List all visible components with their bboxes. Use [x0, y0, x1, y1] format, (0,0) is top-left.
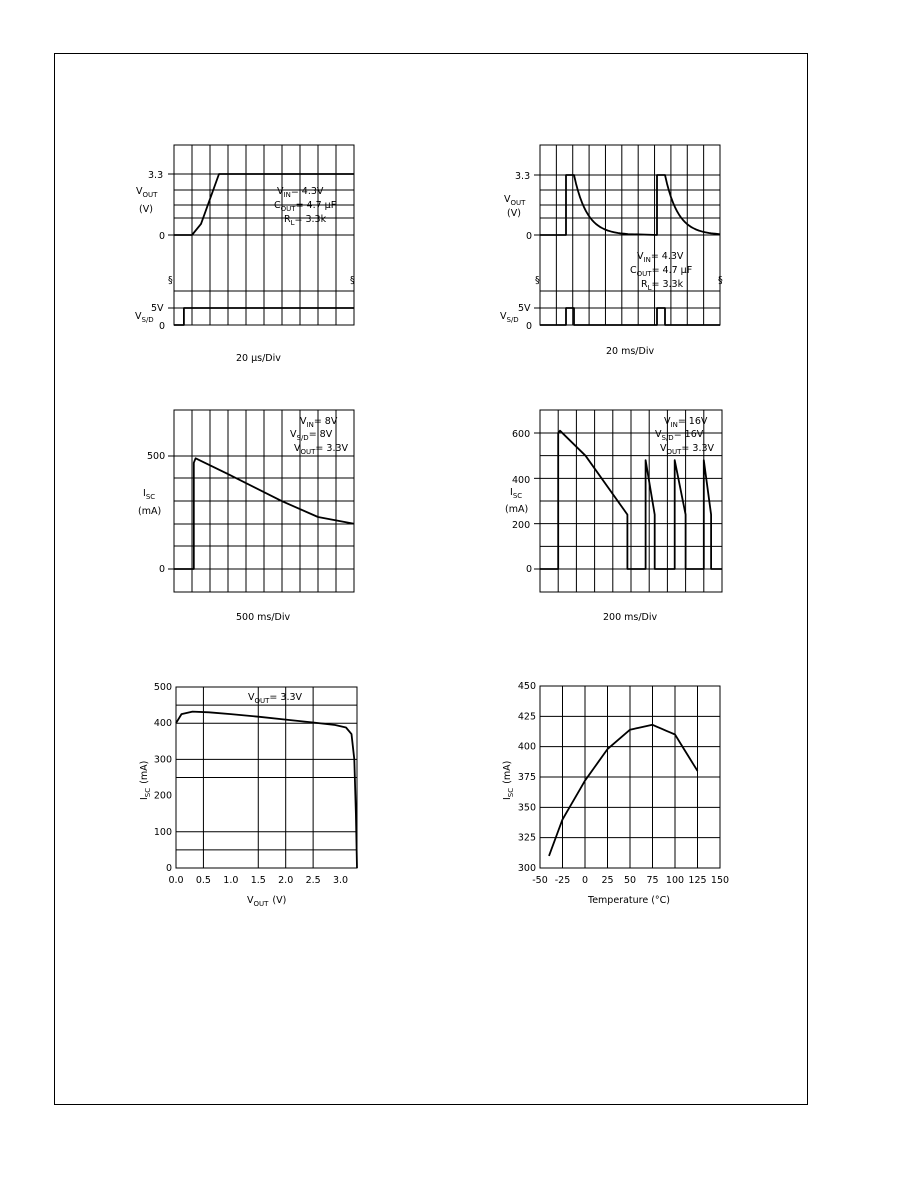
c2-y-tick-0b: 0 [526, 321, 533, 332]
c1-break-mark-right: § [350, 275, 355, 286]
c6-x-tick-label: 100 [665, 875, 685, 886]
c1-break-mark-left: § [168, 275, 173, 286]
c5-x-tick-label: 2.5 [305, 875, 321, 886]
c1-vout-label: $V_{OUT}$ [136, 186, 158, 199]
c4-y-tick-600: 600 [512, 429, 531, 440]
c2-vsd-label: $V_{S/D}$ [500, 311, 519, 324]
c6-x-tick-label: 75 [646, 875, 659, 886]
c6-y-tick-label: 300 [517, 863, 536, 874]
c1-vout-unit: (V) [139, 204, 153, 215]
c6-y-tick-label: 400 [517, 741, 536, 753]
chart-isc-200ms [505, 410, 722, 623]
chart-isc-vs-temperature [502, 681, 729, 906]
c4-y-unit: (mA) [505, 504, 529, 515]
c3-note-vout: $V_{OUT}= 3.3V$ [294, 443, 349, 456]
c4-y-tick-200: 200 [512, 520, 531, 531]
c4-x-scale-label: 200 ms/Div [603, 612, 658, 623]
c5-y-tick-label: 400 [153, 718, 172, 730]
c4-note-vsd: $V_{S/D}= 16V$ [655, 429, 704, 442]
c6-x-tick-label: 125 [688, 875, 707, 886]
c3-y-tick-0: 0 [159, 564, 166, 575]
c4-y-tick-400: 400 [512, 475, 531, 486]
c1-y-tick-0: 0 [159, 231, 166, 242]
c6-y-label: $I_{SC}(mA)$ [502, 760, 515, 800]
c2-note-vin: $V_{IN}= 4.3V$ [637, 251, 684, 264]
c6-x-tick-label: -50 [532, 875, 548, 886]
c1-y-tick-0b: 0 [159, 321, 166, 332]
c2-y-tick-5v: 5V [518, 303, 531, 314]
c2-x-scale-label: 20 ms/Div [606, 346, 655, 357]
c4-note-vout: $V_{OUT}= 3.3V$ [660, 443, 715, 456]
c5-x-tick-label: 1.0 [223, 875, 239, 886]
c4-y-label: $I_{SC}$ [510, 487, 523, 500]
c6-x-tick-label: 50 [623, 875, 637, 886]
c1-y-tick-5v: 5V [151, 303, 164, 314]
c6-y-tick-label: 375 [517, 772, 536, 783]
c5-x-tick-label: 0.5 [195, 875, 211, 886]
c5-y-tick-label: 300 [153, 754, 172, 766]
chart-isc-vs-vout [139, 682, 357, 908]
c6-y-tick-label: 425 [517, 711, 536, 723]
c4-y-tick-0: 0 [526, 564, 533, 575]
c5-y-tick-label: 200 [153, 790, 172, 802]
c1-note-vin: $V_{IN}= 4.3V$ [277, 186, 324, 199]
c5-y-tick-label: 100 [153, 826, 172, 838]
c6-y-tick-label: 450 [517, 681, 536, 692]
c3-y-unit: (mA) [138, 506, 162, 517]
c2-note-rl: $R_L= 3.3k$ [641, 279, 684, 292]
c1-note-cout: $C_{OUT}= 4.7$ μF [274, 200, 337, 213]
c2-vout-unit: (V) [507, 208, 521, 219]
c5-x-tick-label: 0.0 [168, 875, 184, 886]
c3-y-label: $I_{SC}$ [143, 488, 156, 501]
c4-note-vin: $V_{IN}= 16V$ [664, 416, 708, 429]
chart-vout-pulse-20ms [500, 145, 723, 357]
c2-vsd-trace [540, 308, 720, 325]
c2-note-cout: $C_{OUT}= 4.7$ μF [630, 265, 693, 278]
c1-y-tick-33: 3.3 [148, 170, 164, 181]
c6-x-tick-label: -25 [554, 875, 571, 886]
c2-y-tick-33: 3.3 [515, 171, 531, 182]
c5-x-tick-label: 1.5 [250, 875, 266, 886]
c5-note-vout: $V_{OUT}= 3.3V$ [248, 692, 303, 705]
c5-y-tick-label: 500 [153, 682, 172, 693]
c6-x-label: Temperature (°C) [588, 895, 670, 906]
c6-y-tick-label: 350 [517, 802, 536, 814]
c1-x-scale-label: 20 μs/Div [236, 353, 281, 364]
c1-vsd-label: $V_{S/D}$ [135, 311, 154, 324]
c2-vout-label: $V_{OUT}$ [504, 194, 526, 207]
c5-y-tick-label: 0 [165, 863, 172, 874]
c3-y-tick-500: 500 [147, 451, 166, 462]
c3-note-vsd: $V_{S/D}= 8V$ [290, 429, 333, 442]
c2-y-tick-0: 0 [526, 231, 533, 242]
chart-vout-startup-20us [135, 145, 355, 364]
c6-y-tick-label: 325 [517, 832, 536, 844]
c6-x-tick-label: 150 [710, 875, 730, 886]
c5-x-tick-label: 3.0 [332, 875, 349, 886]
c5-y-label: $I_{SC}(mA)$ [139, 760, 152, 800]
c5-x-tick-label: 2.0 [278, 875, 294, 886]
c2-break-mark-right: § [718, 275, 723, 286]
chart-isc-500ms [138, 410, 354, 623]
c6-x-tick-label: 0 [581, 875, 589, 886]
c3-note-vin: $V_{IN}= 8V$ [300, 416, 338, 429]
c1-note-rl: $R_L= 3.3k$ [284, 214, 327, 227]
c2-break-mark-left: § [535, 275, 540, 286]
c6-x-tick-label: 25 [601, 875, 614, 886]
c3-x-scale-label: 500 ms/Div [236, 612, 291, 623]
c5-x-label: $V_{OUT}$ (V) [247, 895, 287, 908]
